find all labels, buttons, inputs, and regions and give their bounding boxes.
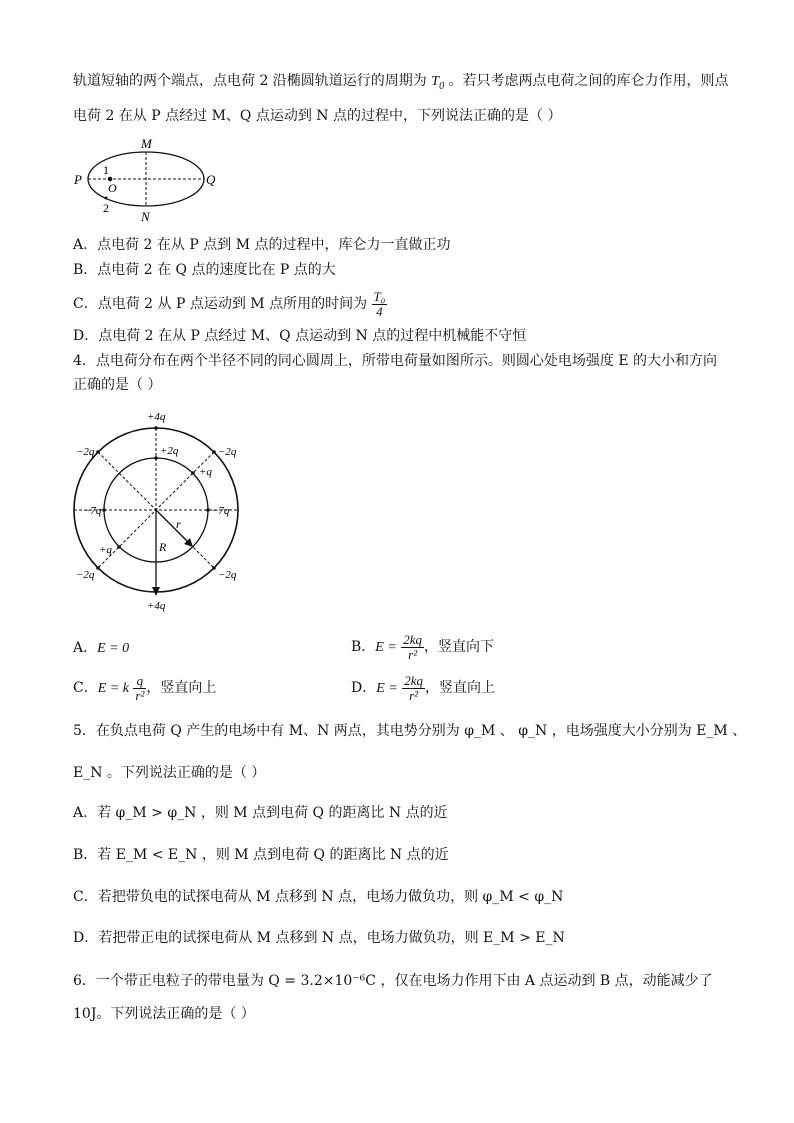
label-2: 2	[103, 201, 109, 215]
svg-text:+q: +q	[99, 544, 112, 556]
q3-stem-line1: 轨道短轴的两个端点，点电荷 2 沿椭圆轨道运行的周期为 $T_0$ 。若只考虑两点电荷之间的库仑力作用，则点	[73, 73, 729, 92]
label-Q: Q	[206, 172, 216, 187]
q4-stem-line1: 4．点电荷分布在两个半径不同的同心圆周上，所带电荷量如图所示。则圆心处电场强度 E 的大小和方向	[73, 353, 718, 369]
q3-stem-line2: 电荷 2 在从 P 点经过 M、Q 点运动到 N 点的过程中，下列说法正确的是（ ）	[73, 108, 562, 124]
q3-option-a: A．点电荷 2 在从 P 点到 M 点的过程中，库仑力一直做正功	[73, 237, 451, 253]
concentric-circles-figure	[68, 405, 248, 615]
q5-option-b: B．若 E_M < E_N ，则 M 点到电荷 Q 的距离比 N 点的近	[73, 847, 449, 863]
q5-option-a: A．若 φ_M > φ_N ，则 M 点到电荷 Q 的距离比 N 点的近	[73, 805, 448, 821]
radius-r-arrow	[156, 510, 188, 542]
q4-option-a: A．E = 0	[73, 640, 130, 656]
label-M: M	[141, 136, 152, 151]
label-1: 1	[103, 163, 109, 177]
q3-option-d: D．点电荷 2 在从 P 点经过 M、Q 点运动到 N 点的过程中机械能不守恒	[73, 328, 527, 344]
svg-text:−7q: −7q	[83, 505, 102, 517]
period-symbol: $T_0$	[431, 74, 445, 92]
q5-stem-line2: E_N 。下列说法正确的是（ ）	[73, 765, 266, 781]
q4-option-b: B．E = $\frac{2kq}{\text{r²}}$ ，竖直向下	[351, 631, 495, 662]
svg-text:+2q: +2q	[160, 445, 179, 457]
svg-text:−2q: −2q	[218, 446, 237, 458]
label-P: P	[74, 172, 82, 187]
label-N: N	[141, 209, 150, 224]
q6-stem-line1: 6．一个带正电粒子的带电量为 Q = 3.2×10⁻⁶C ，仅在电场力作用下由 A 点运动到 B 点，动能减少了	[73, 973, 713, 989]
svg-text:+4q: +4q	[147, 411, 166, 423]
ellipse-orbit-figure	[70, 135, 220, 225]
svg-text:−2q: −2q	[218, 569, 237, 581]
charge-2-dot	[105, 197, 108, 200]
q4-option-c: C．E = k $\frac{q}{\text{r²}}$ ，竖直向上	[73, 672, 217, 703]
q5-stem-line1: 5．在负点电荷 Q 产生的电场中有 M、N 两点，其电势分别为 φ_M 、 φ_N ，电场强度大小分别为 E_M 、	[73, 723, 747, 739]
svg-text:r: r	[176, 517, 181, 531]
q5-option-d: D．若把带正电的试探电荷从 M 点移到 N 点，电场力做负功，则 E_M > E_N	[73, 930, 565, 946]
q4-option-d: D．E = $\frac{2kq}{\text{r²}}$ ，竖直向上	[351, 672, 495, 703]
q6-stem-line2: 10J。下列说法正确的是（ ）	[73, 1006, 255, 1022]
q3-c-fraction: $\frac{\text{T₀}}{4}$	[373, 288, 386, 319]
label-O: O	[108, 181, 117, 195]
svg-text:+q: +q	[199, 466, 212, 478]
q4-stem-line2: 正确的是（ ）	[73, 377, 162, 393]
q5-option-c: C．若把带负电的试探电荷从 M 点移到 N 点，电场力做负功，则 φ_M < φ_N	[73, 889, 564, 905]
svg-text:−2q: −2q	[76, 446, 95, 458]
q3-option-c: C．点电荷 2 从 P 点运动到 M 点所用的时间为 $\frac{\text{T₀}}{4}$	[73, 288, 386, 319]
svg-text:+4q: +4q	[147, 600, 166, 612]
q3-option-b: B．点电荷 2 在 Q 点的速度比在 P 点的大	[73, 262, 336, 278]
svg-text:−2q: −2q	[76, 569, 95, 581]
svg-text:−7q: −7q	[211, 505, 230, 517]
svg-text:R: R	[159, 540, 167, 554]
